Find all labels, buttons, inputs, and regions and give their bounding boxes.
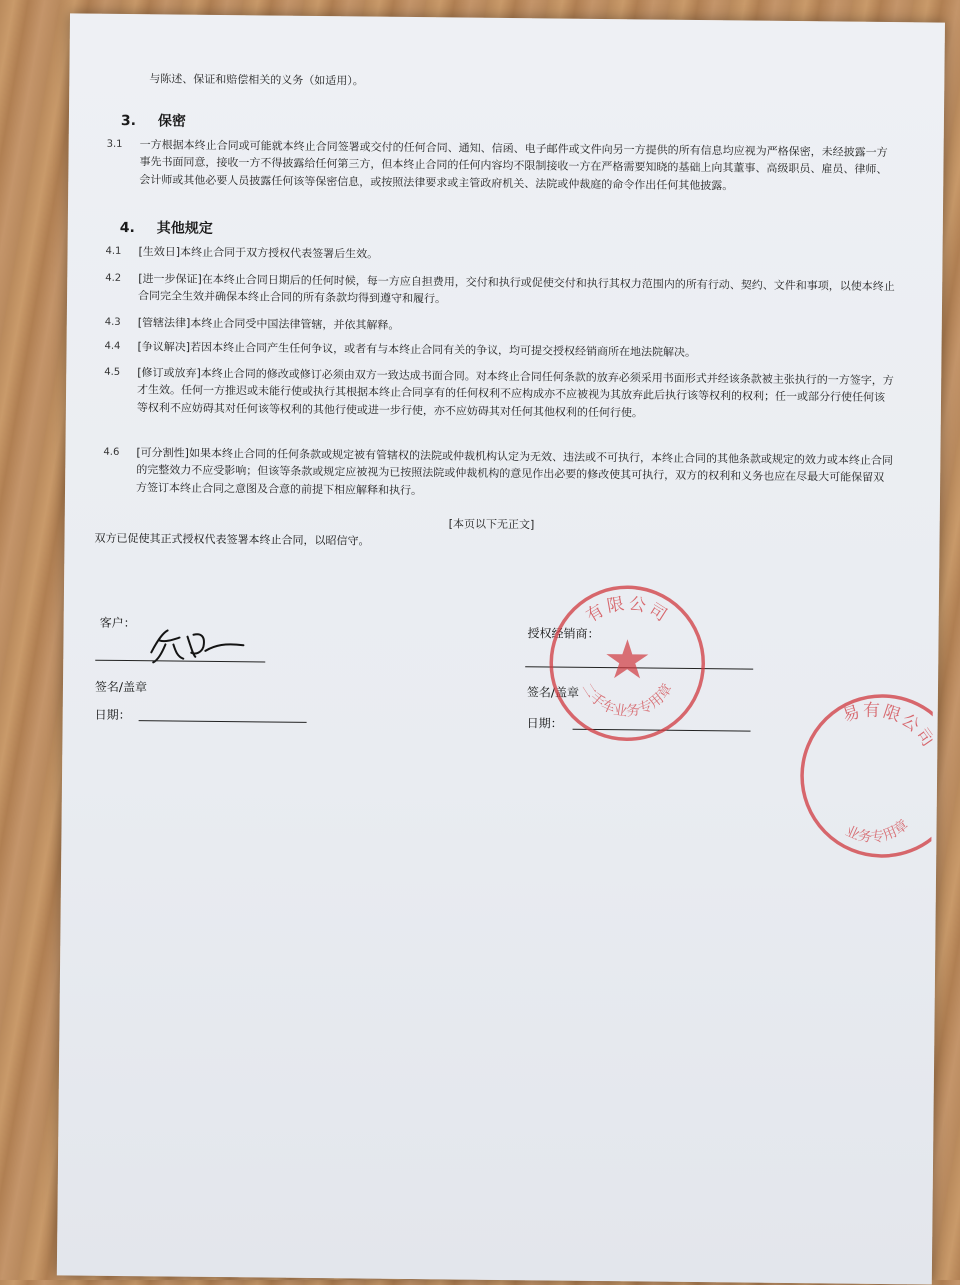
clause-4-2	[105, 270, 895, 313]
continuation-text: 与陈述、保证和赔偿相关的义务（如适用）。	[149, 72, 364, 88]
clause-number: 4.3	[104, 316, 121, 328]
customer-label: 客户：	[99, 615, 136, 631]
clause-text: [争议解决]若因本终止合同产生任何争议，或者有与本终止合同有关的争议，均可提交授权经销商所在地法院解决。	[137, 340, 697, 359]
clause-text: [进一步保证]在本终止合同日期后的任何时候，每一方应自担费用，交付和执行或促使交付和执行其权力范围内的所有行动、契约、文件和事项，以使本终止合同完全生效并确保本终止合同的所有条款均得到遵守和履行。	[137, 272, 895, 306]
clause-number: 4.1	[105, 245, 122, 257]
section-title: 保密	[157, 113, 186, 130]
dealer-date-label: 日期：	[526, 716, 563, 731]
company-seal-icon	[542, 578, 712, 752]
clause-number: 4.5	[104, 366, 121, 378]
svg-text:二手车业务专用章: 二手车业务专用章	[578, 680, 676, 720]
svg-text:有限公司: 有限公司	[582, 593, 673, 628]
customer-sign-label: 签名/盖章	[94, 679, 148, 695]
clause-4-4	[104, 338, 894, 364]
svg-text:业务专用章: 业务专用章	[842, 816, 912, 847]
customer-date-label: 日期：	[94, 707, 131, 723]
clause-text: 一方根据本终止合同或可能就本终止合同签署或交付的任何合同、通知、信函、电子邮件或文件向另一方提供的所有信息均应视为严格保密，未经披露一方事先书面同意，接收一方不得披露给任何第三方，但本终止合同的任何内容均不限制接收一方在严格需要知晓的基础上向其董事、高级职员、雇员、律师、会计师或其他必要人员披露任何该等保密信息，或按照法律要求或主管政府机关、法院或仲裁庭的命令作出任何其他披露。	[139, 138, 888, 193]
section-3-heading	[121, 110, 186, 131]
clause-text: [生效日]本终止合同于双方授权代表签署后生效。	[138, 245, 379, 261]
clause-4-1	[105, 243, 895, 269]
section-number: 3.	[120, 112, 137, 130]
partial-seal-icon	[791, 685, 933, 870]
clause-3-1	[106, 136, 897, 196]
witness-clause: 双方已促使其正式授权代表签署本终止合同，以昭信守。	[94, 531, 370, 548]
section-number: 4.	[119, 219, 135, 237]
clause-number: 4.4	[104, 340, 121, 352]
svg-text:易有限公司: 易有限公司	[840, 700, 934, 753]
clause-number: 4.6	[103, 446, 120, 458]
customer-signature-icon	[143, 622, 263, 665]
dealer-sign-label: 签名/盖章	[526, 685, 580, 700]
clause-4-3	[105, 314, 895, 340]
section-4-heading	[120, 217, 213, 238]
dealer-label: 授权经销商：	[527, 626, 600, 641]
clause-text: [修订或放弃]本终止合同的修改或修订必须由双方一致达成书面合同。对本终止合同任何条款的放弃必须采用书面形式并经该条款被主张执行的一方签字，方才生效。任何一方推迟或未能行使或执行其根据本终止合同享有的任何权利不应构成亦不应被视为其放弃此后执行该等权利的权利；任一或部分行使任何该等权利不应妨碍其对任何该等权利的其他行使或进一步行使，亦不应妨碍其对任何其他权利的任何行使。	[136, 366, 894, 420]
clause-number: 3.1	[106, 138, 123, 150]
section-title: 其他规定	[156, 220, 213, 237]
clause-4-6	[103, 444, 894, 504]
page-end-note: [本页以下无正文]	[448, 517, 535, 532]
document-page	[57, 13, 945, 1284]
customer-date-line	[139, 720, 307, 723]
clause-number: 4.2	[105, 272, 122, 284]
clause-text: [管辖法律]本终止合同受中国法律管辖，并依其解释。	[137, 316, 400, 332]
clause-4-5	[104, 364, 895, 424]
clause-text: [可分割性]如果本终止合同的任何条款或规定被有管辖权的法院或仲裁机构认定为无效、违法或不可执行，本终止合同的其他条款或规定的效力或本终止合同的完整效力不应受影响；但该等条款或规定应被视为已按照法院或仲裁机构的意见作出必要的修改使其可执行，双方的权利和义务也应在尽最大可能保留双方签订本终止合同之意图及合意的前提下相应解释和执行。	[135, 446, 894, 497]
